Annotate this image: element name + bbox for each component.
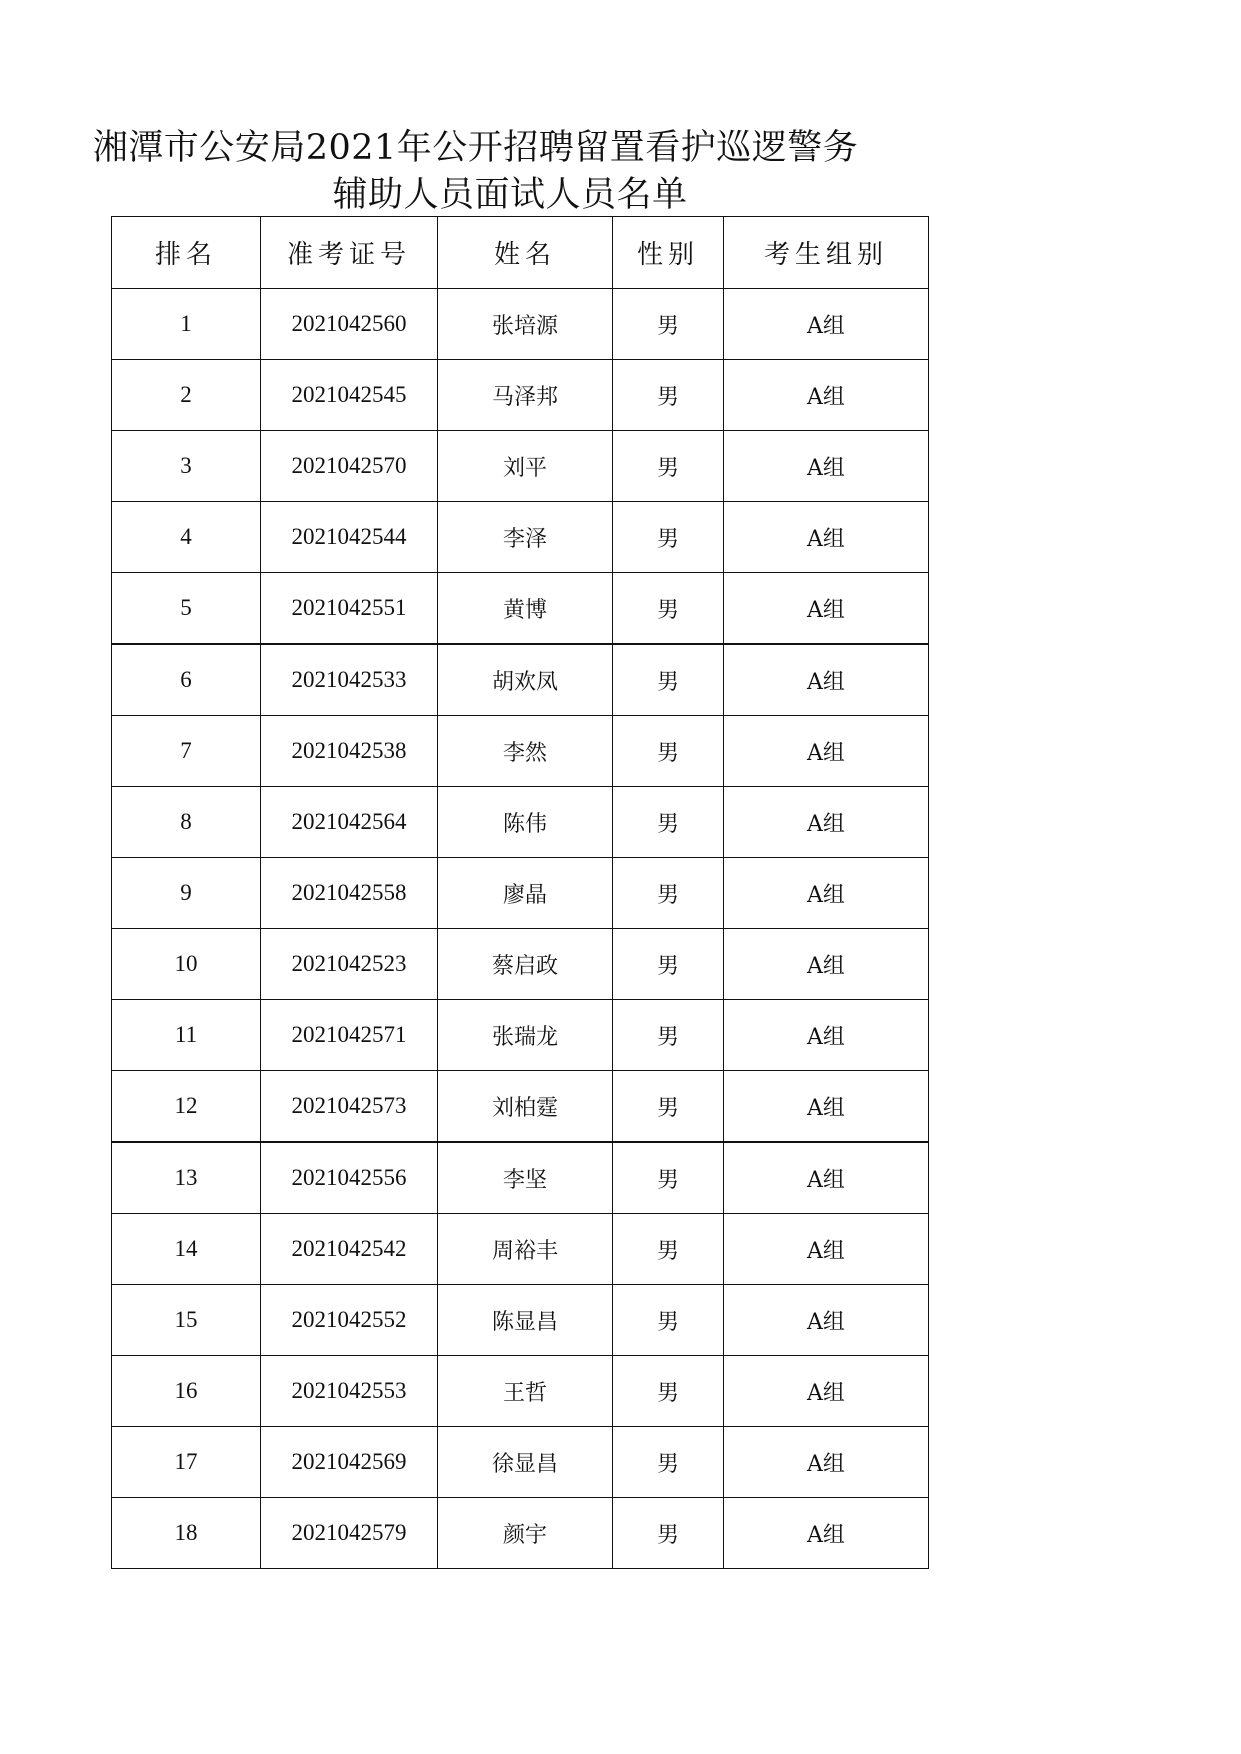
cell-group: A组 xyxy=(724,431,929,502)
table-row xyxy=(112,1356,929,1427)
cell-gender: 男 xyxy=(613,644,724,716)
cell-gender: 男 xyxy=(613,502,724,573)
cell-rank: 10 xyxy=(112,929,261,1000)
cell-exam-id: 2021042553 xyxy=(261,1356,438,1427)
cell-name: 马泽邦 xyxy=(438,360,613,431)
cell-name: 陈显昌 xyxy=(438,1285,613,1356)
cell-group: A组 xyxy=(724,1356,929,1427)
document-title-line-2: 辅助人员面试人员名单 xyxy=(332,175,688,215)
cell-name: 李然 xyxy=(438,716,613,787)
header-name: 姓名 xyxy=(438,217,613,289)
cell-name: 徐显昌 xyxy=(438,1427,613,1498)
table-row xyxy=(112,360,929,431)
table-header-row xyxy=(112,217,929,289)
cell-name: 张瑞龙 xyxy=(438,1000,613,1071)
cell-name: 刘平 xyxy=(438,431,613,502)
cell-name: 陈伟 xyxy=(438,787,613,858)
cell-group: A组 xyxy=(724,1427,929,1498)
cell-exam-id: 2021042533 xyxy=(261,644,438,716)
cell-gender: 男 xyxy=(613,360,724,431)
table-row xyxy=(112,716,929,787)
cell-name: 廖晶 xyxy=(438,858,613,929)
cell-exam-id: 2021042558 xyxy=(261,858,438,929)
cell-name: 胡欢凤 xyxy=(438,644,613,716)
header-rank: 排名 xyxy=(112,217,261,289)
cell-gender: 男 xyxy=(613,1498,724,1569)
cell-rank: 18 xyxy=(112,1498,261,1569)
table-row xyxy=(112,1071,929,1143)
cell-gender: 男 xyxy=(613,1071,724,1143)
cell-group: A组 xyxy=(724,1498,929,1569)
cell-gender: 男 xyxy=(613,431,724,502)
cell-gender: 男 xyxy=(613,1285,724,1356)
cell-name: 刘柏霆 xyxy=(438,1071,613,1143)
cell-gender: 男 xyxy=(613,1142,724,1214)
cell-exam-id: 2021042538 xyxy=(261,716,438,787)
cell-rank: 6 xyxy=(112,644,261,716)
cell-gender: 男 xyxy=(613,787,724,858)
cell-rank: 7 xyxy=(112,716,261,787)
interview-roster-table xyxy=(111,216,929,1569)
table-row xyxy=(112,1427,929,1498)
cell-exam-id: 2021042560 xyxy=(261,289,438,360)
cell-gender: 男 xyxy=(613,858,724,929)
cell-rank: 15 xyxy=(112,1285,261,1356)
cell-exam-id: 2021042542 xyxy=(261,1214,438,1285)
cell-name: 张培源 xyxy=(438,289,613,360)
cell-group: A组 xyxy=(724,716,929,787)
cell-gender: 男 xyxy=(613,289,724,360)
cell-group: A组 xyxy=(724,502,929,573)
cell-group: A组 xyxy=(724,573,929,645)
cell-rank: 1 xyxy=(112,289,261,360)
cell-name: 李泽 xyxy=(438,502,613,573)
cell-exam-id: 2021042544 xyxy=(261,502,438,573)
header-gender: 性别 xyxy=(613,217,724,289)
cell-name: 蔡启政 xyxy=(438,929,613,1000)
cell-gender: 男 xyxy=(613,1356,724,1427)
cell-group: A组 xyxy=(724,360,929,431)
cell-group: A组 xyxy=(724,1214,929,1285)
table-row xyxy=(112,1000,929,1071)
cell-gender: 男 xyxy=(613,573,724,645)
cell-name: 李坚 xyxy=(438,1142,613,1214)
cell-rank: 8 xyxy=(112,787,261,858)
table-row xyxy=(112,573,929,645)
table-row xyxy=(112,1285,929,1356)
cell-exam-id: 2021042523 xyxy=(261,929,438,1000)
cell-rank: 17 xyxy=(112,1427,261,1498)
cell-rank: 5 xyxy=(112,573,261,645)
cell-rank: 3 xyxy=(112,431,261,502)
table-row xyxy=(112,431,929,502)
cell-exam-id: 2021042571 xyxy=(261,1000,438,1071)
cell-gender: 男 xyxy=(613,716,724,787)
table-body xyxy=(112,289,929,1569)
cell-group: A组 xyxy=(724,1285,929,1356)
table-row xyxy=(112,1498,929,1569)
cell-rank: 4 xyxy=(112,502,261,573)
table-row xyxy=(112,1142,929,1214)
cell-exam-id: 2021042564 xyxy=(261,787,438,858)
cell-group: A组 xyxy=(724,929,929,1000)
cell-group: A组 xyxy=(724,858,929,929)
document-title-line-1: 湘潭市公安局2021年公开招聘留置看护巡逻警务 xyxy=(92,128,859,168)
cell-exam-id: 2021042551 xyxy=(261,573,438,645)
table-row xyxy=(112,858,929,929)
cell-rank: 16 xyxy=(112,1356,261,1427)
cell-exam-id: 2021042570 xyxy=(261,431,438,502)
cell-rank: 13 xyxy=(112,1142,261,1214)
cell-rank: 2 xyxy=(112,360,261,431)
header-exam-id: 准考证号 xyxy=(261,217,438,289)
cell-name: 王哲 xyxy=(438,1356,613,1427)
cell-name: 颜宇 xyxy=(438,1498,613,1569)
cell-rank: 14 xyxy=(112,1214,261,1285)
table-row xyxy=(112,644,929,716)
cell-exam-id: 2021042552 xyxy=(261,1285,438,1356)
cell-gender: 男 xyxy=(613,1000,724,1071)
cell-group: A组 xyxy=(724,1071,929,1143)
table-row xyxy=(112,787,929,858)
cell-exam-id: 2021042569 xyxy=(261,1427,438,1498)
cell-gender: 男 xyxy=(613,929,724,1000)
cell-exam-id: 2021042545 xyxy=(261,360,438,431)
cell-rank: 11 xyxy=(112,1000,261,1071)
cell-rank: 12 xyxy=(112,1071,261,1143)
cell-group: A组 xyxy=(724,787,929,858)
cell-exam-id: 2021042556 xyxy=(261,1142,438,1214)
cell-exam-id: 2021042573 xyxy=(261,1071,438,1143)
cell-gender: 男 xyxy=(613,1427,724,1498)
cell-group: A组 xyxy=(724,644,929,716)
cell-name: 周裕丰 xyxy=(438,1214,613,1285)
table-row xyxy=(112,502,929,573)
table-row xyxy=(112,289,929,360)
cell-rank: 9 xyxy=(112,858,261,929)
table-row xyxy=(112,1214,929,1285)
cell-group: A组 xyxy=(724,289,929,360)
cell-group: A组 xyxy=(724,1142,929,1214)
cell-gender: 男 xyxy=(613,1214,724,1285)
cell-group: A组 xyxy=(724,1000,929,1071)
cell-name: 黄博 xyxy=(438,573,613,645)
cell-exam-id: 2021042579 xyxy=(261,1498,438,1569)
table-row xyxy=(112,929,929,1000)
header-group: 考生组别 xyxy=(724,217,929,289)
